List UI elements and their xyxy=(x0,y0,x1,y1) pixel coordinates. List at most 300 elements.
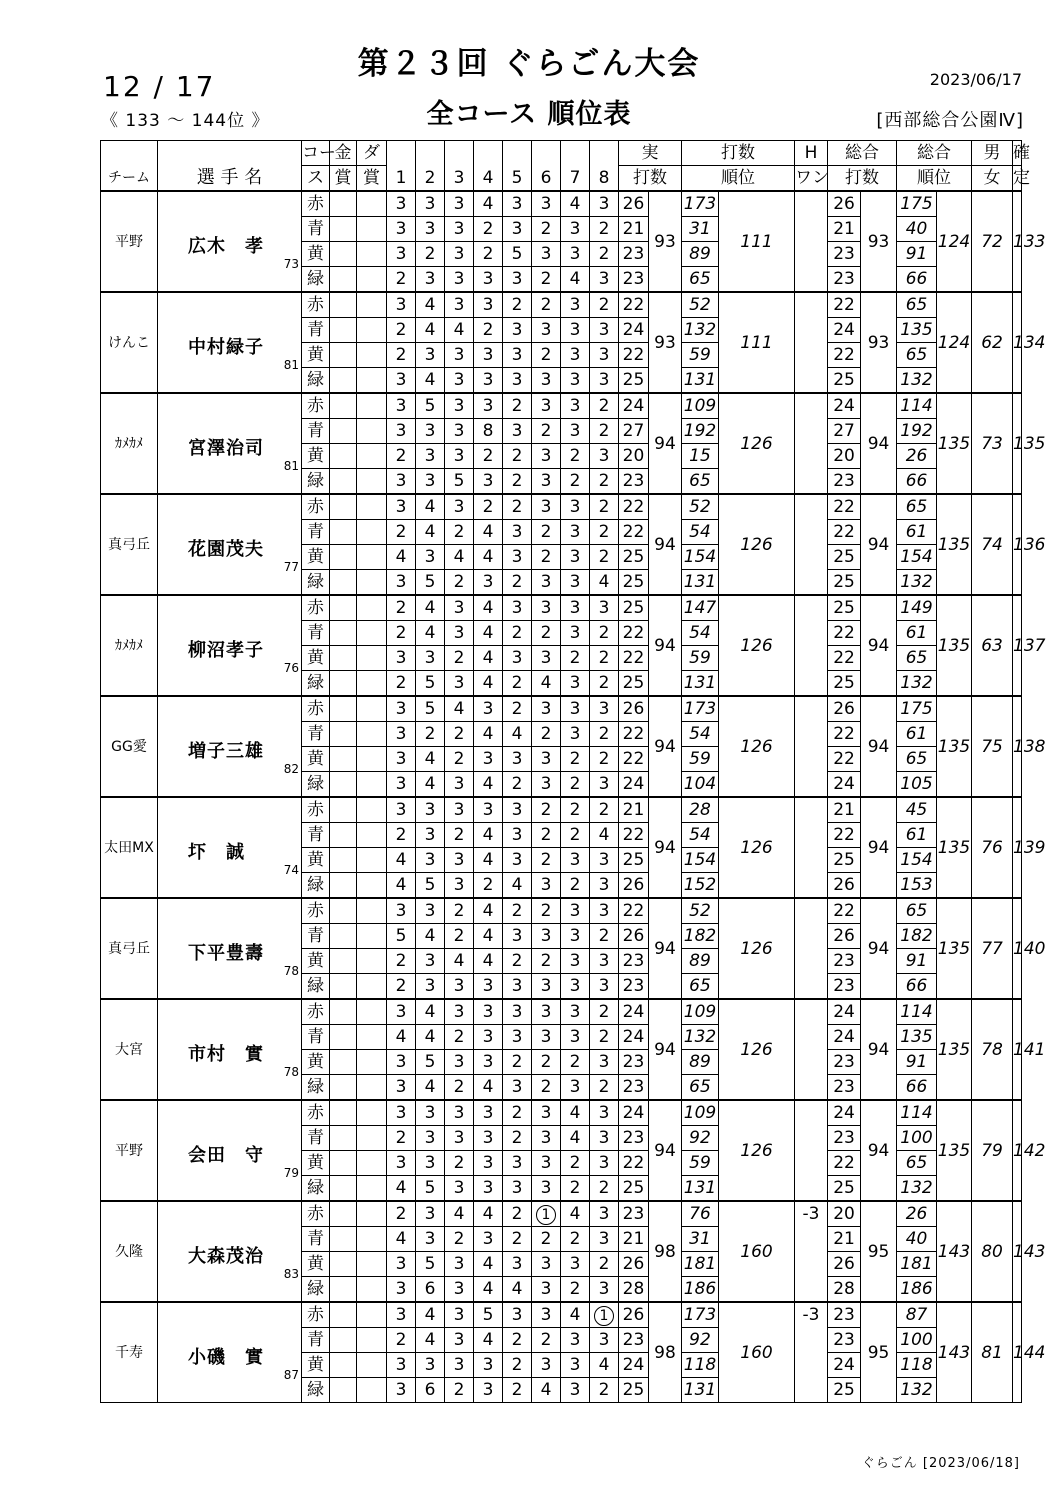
hole-score: 2 xyxy=(590,1378,619,1403)
hole-score: 3 xyxy=(387,646,416,671)
total-course-sum: 23 xyxy=(828,949,861,974)
hole-score: 3 xyxy=(416,1353,445,1378)
course-rank: 92 xyxy=(682,1126,719,1151)
hole-score: 2 xyxy=(503,393,532,419)
table-row xyxy=(101,1302,1022,1328)
da-prize xyxy=(357,949,387,974)
hole-in-one-bonus xyxy=(795,1100,828,1201)
total-course-sum: 22 xyxy=(828,343,861,368)
total-course-rank: 132 xyxy=(897,368,937,394)
hole-score: 3 xyxy=(445,242,474,267)
da-prize xyxy=(357,570,387,596)
actual-total: 94 xyxy=(649,494,682,595)
hole-score: 3 xyxy=(561,343,590,368)
hole-score: 4 xyxy=(416,595,445,621)
total-course-rank: 65 xyxy=(897,292,937,318)
hole-score: 2 xyxy=(532,898,561,924)
course-name: 緑 xyxy=(302,974,330,1000)
hole-score: 2 xyxy=(445,520,474,545)
total-course-sum: 23 xyxy=(828,1075,861,1101)
course-sum: 26 xyxy=(619,191,649,217)
da-prize xyxy=(357,696,387,722)
hole-score: 4 xyxy=(474,621,503,646)
course-rank: 52 xyxy=(682,494,719,520)
gold-prize xyxy=(330,898,357,924)
hole-score: 3 xyxy=(416,974,445,1000)
header-row-1 xyxy=(101,141,1022,166)
hole-score: 3 xyxy=(474,747,503,772)
hole-score: 2 xyxy=(387,1126,416,1151)
hole-score: 5 xyxy=(387,924,416,949)
header-actual: 実 xyxy=(619,141,682,166)
gold-prize xyxy=(330,419,357,444)
gender-rank: 72 xyxy=(972,191,1013,292)
header-hole-2: 2 xyxy=(416,141,445,192)
hole-score: 2 xyxy=(561,1050,590,1075)
hole-score: 3 xyxy=(445,873,474,899)
player-cell xyxy=(158,292,302,393)
course-rank: 65 xyxy=(682,469,719,495)
team-name: 平野 xyxy=(101,191,158,292)
hole-score: 3 xyxy=(416,343,445,368)
hole-score: 3 xyxy=(561,242,590,267)
course-sum: 23 xyxy=(619,1075,649,1101)
course-rank: 54 xyxy=(682,520,719,545)
total-course-sum: 22 xyxy=(828,292,861,318)
hole-score: 3 xyxy=(416,419,445,444)
grand-total: 94 xyxy=(861,797,897,898)
player-name: 宮澤治司 xyxy=(188,438,264,459)
header-player: 選 手 名 xyxy=(158,141,302,192)
header-course: コー xyxy=(302,141,330,166)
hole-score: 3 xyxy=(445,1176,474,1202)
hole-score: 3 xyxy=(590,974,619,1000)
hole-score: 3 xyxy=(503,191,532,217)
da-prize xyxy=(357,1075,387,1101)
hole-score: 3 xyxy=(445,1050,474,1075)
hole-score: 4 xyxy=(474,191,503,217)
hole-score: 3 xyxy=(387,419,416,444)
hole-score: 2 xyxy=(387,444,416,469)
gender-rank: 74 xyxy=(972,494,1013,595)
hole-score: 2 xyxy=(590,217,619,242)
hole-score: 3 xyxy=(387,999,416,1025)
header-da: ダ xyxy=(357,141,387,166)
total-course-sum: 22 xyxy=(828,898,861,924)
total-course-rank: 181 xyxy=(897,1252,937,1277)
hole-score: 3 xyxy=(416,444,445,469)
hole-score: 8 xyxy=(474,419,503,444)
hole-score: 3 xyxy=(590,848,619,873)
course-name: 青 xyxy=(302,1227,330,1252)
total-course-sum: 23 xyxy=(828,974,861,1000)
player-cell xyxy=(158,797,302,898)
hole-score: 5 xyxy=(503,242,532,267)
player-age: 78 xyxy=(283,1065,299,1079)
team-name: けんこ xyxy=(101,292,158,393)
hole-in-one-bonus xyxy=(795,292,828,393)
total-course-rank: 114 xyxy=(897,393,937,419)
da-prize xyxy=(357,1050,387,1075)
header-gender-2: 女 xyxy=(972,166,1013,192)
grand-total: 94 xyxy=(861,393,897,494)
hole-score: 3 xyxy=(474,343,503,368)
hole-score: 2 xyxy=(387,949,416,974)
hole-score: 5 xyxy=(445,469,474,495)
gold-prize xyxy=(330,1252,357,1277)
table-row xyxy=(101,1100,1022,1126)
hole-score: 3 xyxy=(561,595,590,621)
grand-total: 93 xyxy=(861,292,897,393)
hole-score: 3 xyxy=(474,1176,503,1202)
course-name: 黄 xyxy=(302,545,330,570)
actual-total: 94 xyxy=(649,1100,682,1201)
total-rank: 135 xyxy=(937,797,972,898)
gold-prize xyxy=(330,1201,357,1227)
course-name: 赤 xyxy=(302,1302,330,1328)
hole-score: 3 xyxy=(590,1151,619,1176)
course-name: 青 xyxy=(302,1025,330,1050)
hole-score: 2 xyxy=(474,873,503,899)
hole-score: 3 xyxy=(532,1353,561,1378)
hole-score: 3 xyxy=(387,393,416,419)
hole-score: 4 xyxy=(474,1277,503,1303)
gold-prize xyxy=(330,1126,357,1151)
total-course-sum: 22 xyxy=(828,520,861,545)
gender-rank: 62 xyxy=(972,292,1013,393)
da-prize xyxy=(357,368,387,394)
course-rank: 109 xyxy=(682,1100,719,1126)
hole-score: 3 xyxy=(445,1302,474,1328)
player-name: 柳沼孝子 xyxy=(188,640,264,661)
team-name: GG愛 xyxy=(101,696,158,797)
stroke-rank: 160 xyxy=(719,1302,795,1403)
grand-total: 95 xyxy=(861,1201,897,1302)
course-sum: 22 xyxy=(619,1151,649,1176)
da-prize xyxy=(357,1126,387,1151)
header-hole-6: 6 xyxy=(532,141,561,192)
hole-score: 3 xyxy=(532,999,561,1025)
hole-score: 2 xyxy=(561,797,590,823)
hole-score: 3 xyxy=(532,570,561,596)
total-course-rank: 61 xyxy=(897,520,937,545)
player-cell xyxy=(158,494,302,595)
total-course-rank: 105 xyxy=(897,772,937,798)
actual-total: 94 xyxy=(649,797,682,898)
hole-score: 2 xyxy=(590,797,619,823)
actual-total: 98 xyxy=(649,1201,682,1302)
hole-score: 3 xyxy=(503,1252,532,1277)
hole-score: 2 xyxy=(590,393,619,419)
hole-in-one-bonus xyxy=(795,999,828,1100)
stroke-rank: 126 xyxy=(719,898,795,999)
total-course-rank: 135 xyxy=(897,1025,937,1050)
final-rank: 143 xyxy=(1013,1201,1022,1302)
hole-score: 3 xyxy=(561,1075,590,1101)
course-name: 緑 xyxy=(302,1277,330,1303)
total-course-rank: 132 xyxy=(897,1176,937,1202)
hole-score: 3 xyxy=(503,797,532,823)
total-course-sum: 22 xyxy=(828,747,861,772)
hole-score: 2 xyxy=(561,772,590,798)
hole-score: 4 xyxy=(474,1201,503,1227)
hole-score: 3 xyxy=(445,671,474,697)
final-rank: 141 xyxy=(1013,999,1022,1100)
player-age: 73 xyxy=(283,257,299,271)
course-name: 黄 xyxy=(302,242,330,267)
hole-score: 4 xyxy=(416,494,445,520)
course-sum: 25 xyxy=(619,1176,649,1202)
hole-in-one-bonus xyxy=(795,696,828,797)
hole-score: 3 xyxy=(503,1075,532,1101)
course-sum: 24 xyxy=(619,999,649,1025)
da-prize xyxy=(357,595,387,621)
hole-in-one-bonus: -3 xyxy=(795,1201,828,1302)
header-course-2: ス xyxy=(302,166,330,192)
total-course-sum: 23 xyxy=(828,1302,861,1328)
course-rank: 109 xyxy=(682,999,719,1025)
hole-score: 2 xyxy=(445,1151,474,1176)
hole-score: 3 xyxy=(445,191,474,217)
team-name: 真弓丘 xyxy=(101,898,158,999)
hole-score: 3 xyxy=(532,242,561,267)
course-rank: 182 xyxy=(682,924,719,949)
hole-score: 3 xyxy=(532,646,561,671)
hole-score: 3 xyxy=(387,1100,416,1126)
total-course-sum: 23 xyxy=(828,1126,861,1151)
da-prize xyxy=(357,393,387,419)
da-prize xyxy=(357,646,387,671)
actual-total: 94 xyxy=(649,696,682,797)
total-course-sum: 27 xyxy=(828,419,861,444)
hole-score: 5 xyxy=(416,671,445,697)
ranking-table xyxy=(100,140,1046,1403)
hole-score: 3 xyxy=(532,444,561,469)
player-age: 78 xyxy=(283,964,299,978)
hole-score: 2 xyxy=(387,671,416,697)
hole-score: 2 xyxy=(590,924,619,949)
total-course-sum: 25 xyxy=(828,545,861,570)
gold-prize xyxy=(330,797,357,823)
player-age: 81 xyxy=(283,358,299,372)
da-prize xyxy=(357,1328,387,1353)
course-rank: 192 xyxy=(682,419,719,444)
total-course-sum: 22 xyxy=(828,722,861,747)
course-sum: 24 xyxy=(619,393,649,419)
da-prize xyxy=(357,1151,387,1176)
hole-score: 2 xyxy=(532,217,561,242)
gold-prize xyxy=(330,1353,357,1378)
team-name: ｶﾒｶﾒ xyxy=(101,393,158,494)
course-sum: 25 xyxy=(619,1378,649,1403)
course-rank: 173 xyxy=(682,696,719,722)
hole-score: 2 xyxy=(503,621,532,646)
da-prize xyxy=(357,873,387,899)
hole-score: 3 xyxy=(561,671,590,697)
total-rank: 135 xyxy=(937,595,972,696)
total-course-rank: 100 xyxy=(897,1328,937,1353)
hole-score: 2 xyxy=(532,520,561,545)
hole-score: 2 xyxy=(474,494,503,520)
total-course-sum: 22 xyxy=(828,494,861,520)
header-rank-2: 順位 xyxy=(682,166,795,192)
hole-score: 3 xyxy=(474,393,503,419)
total-course-rank: 91 xyxy=(897,949,937,974)
course-rank: 89 xyxy=(682,949,719,974)
hole-score: 3 xyxy=(387,217,416,242)
hole-score: 3 xyxy=(532,191,561,217)
da-prize xyxy=(357,494,387,520)
da-prize xyxy=(357,772,387,798)
hole-score: 3 xyxy=(561,1252,590,1277)
stroke-rank: 126 xyxy=(719,1100,795,1201)
total-course-sum: 25 xyxy=(828,848,861,873)
total-course-rank: 65 xyxy=(897,898,937,924)
header-team: チーム xyxy=(101,141,158,192)
hole-score: 3 xyxy=(561,494,590,520)
player-age: 74 xyxy=(283,863,299,877)
total-course-sum: 28 xyxy=(828,1277,861,1303)
hole-score: 3 xyxy=(503,747,532,772)
hole-score: 2 xyxy=(590,671,619,697)
hole-score: 2 xyxy=(532,545,561,570)
course-sum: 26 xyxy=(619,696,649,722)
gold-prize xyxy=(330,595,357,621)
team-name: 千寿 xyxy=(101,1302,158,1403)
hole-score: 3 xyxy=(387,292,416,318)
player-name: 小磯 實 xyxy=(188,1347,264,1368)
course-name: 黄 xyxy=(302,949,330,974)
gold-prize xyxy=(330,646,357,671)
hole-score: 5 xyxy=(416,1050,445,1075)
hole-score: 4 xyxy=(387,848,416,873)
gender-rank: 73 xyxy=(972,393,1013,494)
course-name: 黄 xyxy=(302,747,330,772)
hole-score: 4 xyxy=(387,873,416,899)
hole-score: 3 xyxy=(590,949,619,974)
player-cell xyxy=(158,999,302,1100)
gold-prize xyxy=(330,570,357,596)
total-rank: 143 xyxy=(937,1201,972,1302)
hole-score: 3 xyxy=(561,949,590,974)
gold-prize xyxy=(330,1100,357,1126)
course-sum: 23 xyxy=(619,469,649,495)
course-name: 青 xyxy=(302,823,330,848)
hole-score: 2 xyxy=(532,1227,561,1252)
hole-score: 3 xyxy=(416,469,445,495)
hole-score: 3 xyxy=(561,621,590,646)
hole-score: 3 xyxy=(387,696,416,722)
hole-score: 3 xyxy=(561,520,590,545)
gold-prize xyxy=(330,999,357,1025)
hole-score: 4 xyxy=(416,772,445,798)
hole-score: 4 xyxy=(474,1328,503,1353)
total-course-sum: 22 xyxy=(828,646,861,671)
course-sum: 24 xyxy=(619,1353,649,1378)
header-total-rank: 総合 xyxy=(897,141,972,166)
hole-score: 3 xyxy=(416,646,445,671)
course-sum: 26 xyxy=(619,873,649,899)
hole-score: 4 xyxy=(445,545,474,570)
hole-score: 3 xyxy=(445,292,474,318)
hole-score: 5 xyxy=(416,393,445,419)
hole-score: 3 xyxy=(416,949,445,974)
hole-score: 3 xyxy=(590,1201,619,1227)
actual-total: 93 xyxy=(649,292,682,393)
da-prize xyxy=(357,1176,387,1202)
hole-score: 2 xyxy=(387,267,416,293)
total-course-rank: 26 xyxy=(897,1201,937,1227)
grand-total: 94 xyxy=(861,898,897,999)
table-row xyxy=(101,898,1022,924)
gold-prize xyxy=(330,671,357,697)
total-course-sum: 24 xyxy=(828,318,861,343)
hole-score: 2 xyxy=(416,242,445,267)
hole-score: 4 xyxy=(590,1353,619,1378)
hole-score: 3 xyxy=(474,267,503,293)
hole-score: 3 xyxy=(590,898,619,924)
hole-score: 4 xyxy=(445,318,474,343)
hole-in-one-bonus xyxy=(795,797,828,898)
gold-prize xyxy=(330,1277,357,1303)
hole-score: 3 xyxy=(503,318,532,343)
hole-score: 2 xyxy=(445,898,474,924)
hole-score: 4 xyxy=(561,1201,590,1227)
gold-prize xyxy=(330,924,357,949)
hole-score: 3 xyxy=(561,1025,590,1050)
player-name: 大森茂治 xyxy=(188,1246,264,1267)
gold-prize xyxy=(330,1025,357,1050)
total-course-rank: 154 xyxy=(897,848,937,873)
hole-score: 3 xyxy=(561,1353,590,1378)
course-sum: 23 xyxy=(619,949,649,974)
grand-total: 94 xyxy=(861,1100,897,1201)
total-course-rank: 40 xyxy=(897,1227,937,1252)
hole-score: 3 xyxy=(532,974,561,1000)
hole-score: 2 xyxy=(445,1378,474,1403)
hole-score: 3 xyxy=(387,469,416,495)
course-sum: 23 xyxy=(619,267,649,293)
total-course-sum: 20 xyxy=(828,1201,861,1227)
hole-score: 3 xyxy=(532,1151,561,1176)
hole-score: 3 xyxy=(416,1151,445,1176)
hole-score: 3 xyxy=(561,898,590,924)
hole-score: 2 xyxy=(532,949,561,974)
hole-score: 2 xyxy=(590,621,619,646)
hole-score: 3 xyxy=(445,621,474,646)
hole-score: 2 xyxy=(387,318,416,343)
hole-score: 4 xyxy=(474,1252,503,1277)
hole-score: 3 xyxy=(474,974,503,1000)
final-rank: 142 xyxy=(1013,1100,1022,1201)
header-hole-8: 8 xyxy=(590,141,619,192)
total-course-sum: 24 xyxy=(828,393,861,419)
hole-score: 2 xyxy=(532,797,561,823)
course-sum: 26 xyxy=(619,1302,649,1328)
player-name: 圷 誠 xyxy=(188,842,245,863)
hole-score: 2 xyxy=(445,924,474,949)
hole-score: 3 xyxy=(532,393,561,419)
course-rank: 59 xyxy=(682,646,719,671)
final-rank: 140 xyxy=(1013,898,1022,999)
hole-score: 2 xyxy=(503,1378,532,1403)
total-rank: 135 xyxy=(937,1100,972,1201)
course-rank: 154 xyxy=(682,848,719,873)
hole-score: 3 xyxy=(445,1126,474,1151)
hole-score: 3 xyxy=(445,393,474,419)
course-name: 黄 xyxy=(302,444,330,469)
final-rank: 133 xyxy=(1013,191,1022,292)
